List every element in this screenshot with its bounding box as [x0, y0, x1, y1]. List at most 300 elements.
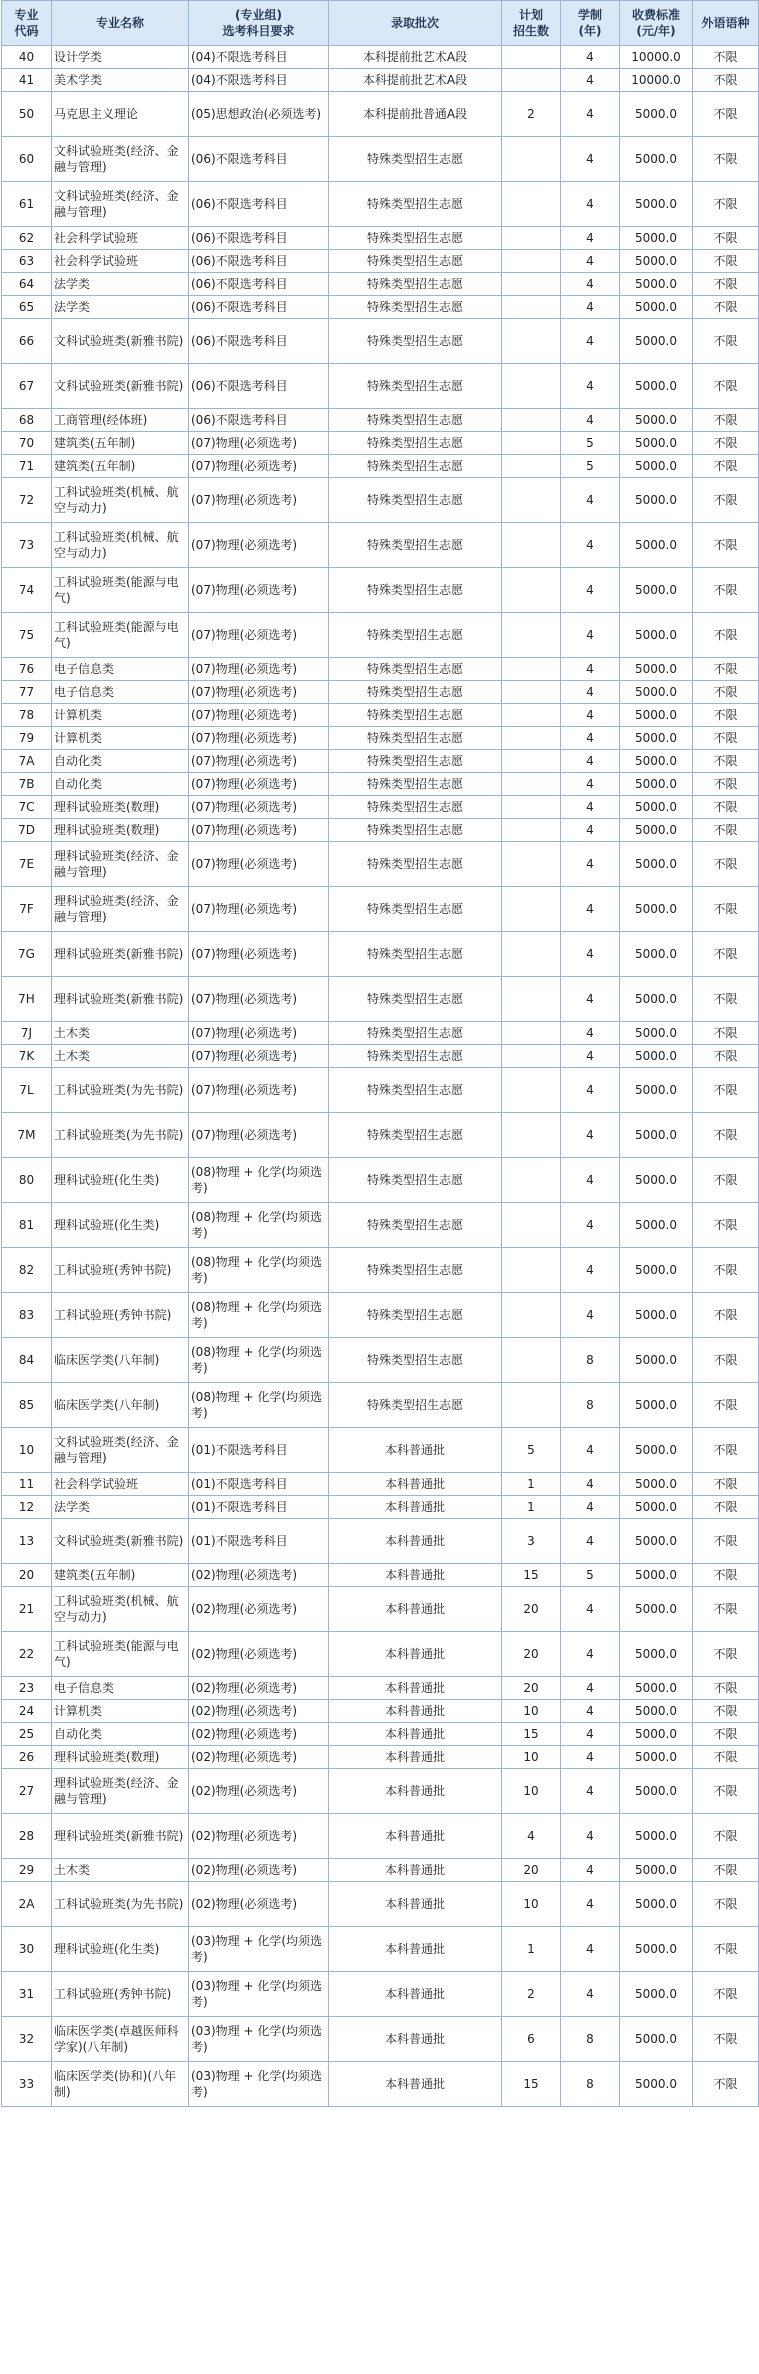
cell-requirement: (07)物理(必须选考) — [189, 796, 329, 819]
cell-fee: 5000.0 — [620, 658, 693, 681]
cell-batch: 特殊类型招生志愿 — [329, 613, 502, 658]
cell-name: 工商管理(经体班) — [52, 409, 189, 432]
cell-code: 76 — [2, 658, 52, 681]
cell-plan — [502, 704, 561, 727]
cell-name: 理科试验班类(经济、金融与管理) — [52, 842, 189, 887]
cell-requirement: (07)物理(必须选考) — [189, 455, 329, 478]
cell-batch: 特殊类型招生志愿 — [329, 137, 502, 182]
cell-plan — [502, 319, 561, 364]
cell-years: 4 — [561, 1746, 620, 1769]
cell-plan — [502, 658, 561, 681]
cell-plan: 15 — [502, 1564, 561, 1587]
cell-language: 不限 — [693, 319, 759, 364]
cell-plan: 10 — [502, 1746, 561, 1769]
cell-batch: 特殊类型招生志愿 — [329, 455, 502, 478]
cell-batch: 特殊类型招生志愿 — [329, 887, 502, 932]
cell-years: 4 — [561, 1045, 620, 1068]
cell-fee: 5000.0 — [620, 432, 693, 455]
cell-requirement: (07)物理(必须选考) — [189, 613, 329, 658]
cell-years: 4 — [561, 773, 620, 796]
cell-fee: 5000.0 — [620, 1587, 693, 1632]
cell-language: 不限 — [693, 1045, 759, 1068]
cell-fee: 5000.0 — [620, 1496, 693, 1519]
table-row — [2, 1248, 759, 1293]
cell-years: 4 — [561, 523, 620, 568]
cell-years: 4 — [561, 1882, 620, 1927]
cell-plan — [502, 1383, 561, 1428]
cell-language: 不限 — [693, 1496, 759, 1519]
cell-fee: 5000.0 — [620, 1293, 693, 1338]
cell-plan — [502, 750, 561, 773]
cell-fee: 5000.0 — [620, 92, 693, 137]
cell-plan — [502, 773, 561, 796]
cell-language: 不限 — [693, 842, 759, 887]
cell-batch: 特殊类型招生志愿 — [329, 409, 502, 432]
cell-years: 4 — [561, 409, 620, 432]
cell-code: 82 — [2, 1248, 52, 1293]
cell-code: 7B — [2, 773, 52, 796]
cell-requirement: (06)不限选考科目 — [189, 296, 329, 319]
cell-code: 7E — [2, 842, 52, 887]
cell-batch: 特殊类型招生志愿 — [329, 1022, 502, 1045]
table-row — [2, 523, 759, 568]
cell-language: 不限 — [693, 455, 759, 478]
cell-years: 4 — [561, 1927, 620, 1972]
cell-batch: 特殊类型招生志愿 — [329, 658, 502, 681]
cell-years: 4 — [561, 69, 620, 92]
cell-plan — [502, 478, 561, 523]
cell-name: 土木类 — [52, 1045, 189, 1068]
cell-requirement: (07)物理(必须选考) — [189, 1045, 329, 1068]
cell-plan: 15 — [502, 1723, 561, 1746]
cell-code: 20 — [2, 1564, 52, 1587]
header-code-text: 专业 代码 — [14, 8, 39, 38]
cell-requirement: (07)物理(必须选考) — [189, 478, 329, 523]
cell-requirement: (03)物理 + 化学(均须选考) — [189, 1927, 329, 1972]
cell-requirement: (07)物理(必须选考) — [189, 432, 329, 455]
cell-requirement: (07)物理(必须选考) — [189, 773, 329, 796]
cell-batch: 特殊类型招生志愿 — [329, 364, 502, 409]
cell-code: 50 — [2, 92, 52, 137]
cell-plan: 20 — [502, 1859, 561, 1882]
cell-requirement: (02)物理(必须选考) — [189, 1564, 329, 1587]
cell-name: 社会科学试验班 — [52, 1473, 189, 1496]
table-row — [2, 364, 759, 409]
table-row — [2, 182, 759, 227]
table-row — [2, 1769, 759, 1814]
cell-code: 7M — [2, 1113, 52, 1158]
table-row — [2, 1677, 759, 1700]
table-row — [2, 1859, 759, 1882]
header-years-text: 学制 (年) — [577, 8, 602, 38]
cell-plan — [502, 296, 561, 319]
cell-years: 4 — [561, 1428, 620, 1473]
cell-name: 计算机类 — [52, 1700, 189, 1723]
cell-plan: 10 — [502, 1882, 561, 1927]
cell-code: 74 — [2, 568, 52, 613]
cell-fee: 5000.0 — [620, 1723, 693, 1746]
cell-batch: 特殊类型招生志愿 — [329, 478, 502, 523]
cell-plan — [502, 1022, 561, 1045]
cell-language: 不限 — [693, 568, 759, 613]
cell-language: 不限 — [693, 1473, 759, 1496]
cell-plan — [502, 727, 561, 750]
cell-requirement: (06)不限选考科目 — [189, 182, 329, 227]
cell-language: 不限 — [693, 932, 759, 977]
cell-code: 7L — [2, 1068, 52, 1113]
cell-language: 不限 — [693, 1723, 759, 1746]
cell-requirement: (08)物理 + 化学(均须选考) — [189, 1338, 329, 1383]
cell-plan — [502, 250, 561, 273]
cell-batch: 特殊类型招生志愿 — [329, 796, 502, 819]
cell-years: 4 — [561, 932, 620, 977]
cell-fee: 5000.0 — [620, 2017, 693, 2062]
table-row — [2, 1814, 759, 1859]
cell-language: 不限 — [693, 1383, 759, 1428]
cell-batch: 本科提前批艺术A段 — [329, 46, 502, 69]
cell-name: 自动化类 — [52, 1723, 189, 1746]
cell-requirement: (07)物理(必须选考) — [189, 704, 329, 727]
cell-name: 工科试验班类(为先书院) — [52, 1068, 189, 1113]
cell-name: 文科试验班类(经济、金融与管理) — [52, 137, 189, 182]
cell-plan: 5 — [502, 1428, 561, 1473]
cell-name: 文科试验班类(经济、金融与管理) — [52, 1428, 189, 1473]
cell-plan — [502, 1068, 561, 1113]
header-language-text: 外语语种 — [701, 16, 750, 30]
cell-years: 4 — [561, 704, 620, 727]
cell-requirement: (02)物理(必须选考) — [189, 1814, 329, 1859]
cell-fee: 5000.0 — [620, 455, 693, 478]
table-row — [2, 319, 759, 364]
cell-fee: 5000.0 — [620, 568, 693, 613]
cell-fee: 5000.0 — [620, 727, 693, 750]
cell-batch: 特殊类型招生志愿 — [329, 1158, 502, 1203]
cell-years: 4 — [561, 1723, 620, 1746]
cell-requirement: (05)思想政治(必须选考) — [189, 92, 329, 137]
cell-name: 工科试验班类(能源与电气) — [52, 568, 189, 613]
cell-requirement: (03)物理 + 化学(均须选考) — [189, 1972, 329, 2017]
cell-plan: 20 — [502, 1587, 561, 1632]
cell-language: 不限 — [693, 1814, 759, 1859]
cell-batch: 特殊类型招生志愿 — [329, 523, 502, 568]
table-row — [2, 1587, 759, 1632]
cell-code: 33 — [2, 2062, 52, 2107]
cell-code: 63 — [2, 250, 52, 273]
cell-requirement: (06)不限选考科目 — [189, 227, 329, 250]
cell-batch: 本科普通批 — [329, 1564, 502, 1587]
cell-code: 22 — [2, 1632, 52, 1677]
cell-years: 4 — [561, 296, 620, 319]
cell-fee: 5000.0 — [620, 1203, 693, 1248]
cell-requirement: (07)物理(必须选考) — [189, 977, 329, 1022]
cell-name: 工科试验班类(为先书院) — [52, 1113, 189, 1158]
cell-code: 7F — [2, 887, 52, 932]
cell-fee: 5000.0 — [620, 750, 693, 773]
cell-name: 理科试验班类(数理) — [52, 819, 189, 842]
cell-requirement: (02)物理(必须选考) — [189, 1677, 329, 1700]
cell-fee: 5000.0 — [620, 1700, 693, 1723]
table-body — [2, 46, 759, 2107]
cell-requirement: (07)物理(必须选考) — [189, 842, 329, 887]
header-years — [561, 1, 620, 46]
cell-batch: 特殊类型招生志愿 — [329, 704, 502, 727]
cell-name: 电子信息类 — [52, 658, 189, 681]
cell-fee: 5000.0 — [620, 1248, 693, 1293]
cell-language: 不限 — [693, 658, 759, 681]
cell-batch: 本科普通批 — [329, 1496, 502, 1519]
table-row — [2, 1882, 759, 1927]
header-language — [693, 1, 759, 46]
header-fee — [620, 1, 693, 46]
cell-years: 4 — [561, 1022, 620, 1045]
cell-requirement: (06)不限选考科目 — [189, 273, 329, 296]
cell-language: 不限 — [693, 1927, 759, 1972]
cell-requirement: (01)不限选考科目 — [189, 1519, 329, 1564]
cell-plan — [502, 977, 561, 1022]
cell-years: 4 — [561, 46, 620, 69]
cell-batch: 本科提前批艺术A段 — [329, 69, 502, 92]
table-row — [2, 796, 759, 819]
cell-name: 工科试验班类(机械、航空与动力) — [52, 1587, 189, 1632]
cell-plan — [502, 1045, 561, 1068]
cell-batch: 本科普通批 — [329, 1859, 502, 1882]
cell-years: 4 — [561, 977, 620, 1022]
cell-years: 4 — [561, 137, 620, 182]
cell-name: 土木类 — [52, 1022, 189, 1045]
cell-plan: 1 — [502, 1496, 561, 1519]
cell-language: 不限 — [693, 1022, 759, 1045]
cell-batch: 本科普通批 — [329, 1473, 502, 1496]
cell-batch: 本科普通批 — [329, 1882, 502, 1927]
table-row — [2, 1496, 759, 1519]
cell-requirement: (08)物理 + 化学(均须选考) — [189, 1158, 329, 1203]
table-row — [2, 773, 759, 796]
table-row — [2, 1519, 759, 1564]
cell-name: 文科试验班类(经济、金融与管理) — [52, 182, 189, 227]
cell-batch: 特殊类型招生志愿 — [329, 319, 502, 364]
cell-requirement: (04)不限选考科目 — [189, 69, 329, 92]
cell-code: 80 — [2, 1158, 52, 1203]
cell-name: 理科试验班类(新雅书院) — [52, 932, 189, 977]
cell-language: 不限 — [693, 887, 759, 932]
cell-code: 12 — [2, 1496, 52, 1519]
cell-years: 4 — [561, 1814, 620, 1859]
cell-language: 不限 — [693, 364, 759, 409]
table-row — [2, 1428, 759, 1473]
table-row — [2, 1113, 759, 1158]
cell-language: 不限 — [693, 2017, 759, 2062]
cell-requirement: (01)不限选考科目 — [189, 1496, 329, 1519]
cell-plan: 15 — [502, 2062, 561, 2107]
cell-language: 不限 — [693, 182, 759, 227]
cell-code: 77 — [2, 681, 52, 704]
cell-batch: 本科普通批 — [329, 1746, 502, 1769]
cell-name: 自动化类 — [52, 773, 189, 796]
cell-name: 建筑类(五年制) — [52, 455, 189, 478]
cell-fee: 5000.0 — [620, 1972, 693, 2017]
cell-years: 4 — [561, 1859, 620, 1882]
cell-batch: 特殊类型招生志愿 — [329, 182, 502, 227]
cell-name: 美术学类 — [52, 69, 189, 92]
cell-batch: 本科普通批 — [329, 1972, 502, 2017]
cell-requirement: (06)不限选考科目 — [189, 364, 329, 409]
cell-language: 不限 — [693, 250, 759, 273]
table-row — [2, 1068, 759, 1113]
cell-years: 4 — [561, 727, 620, 750]
cell-fee: 5000.0 — [620, 796, 693, 819]
cell-fee: 5000.0 — [620, 182, 693, 227]
cell-name: 临床医学类(八年制) — [52, 1383, 189, 1428]
cell-code: 41 — [2, 69, 52, 92]
table-row — [2, 1700, 759, 1723]
cell-name: 马克思主义理论 — [52, 92, 189, 137]
table-row — [2, 250, 759, 273]
cell-plan — [502, 613, 561, 658]
cell-requirement: (07)物理(必须选考) — [189, 1068, 329, 1113]
cell-language: 不限 — [693, 1158, 759, 1203]
cell-requirement: (08)物理 + 化学(均须选考) — [189, 1383, 329, 1428]
table-row — [2, 977, 759, 1022]
cell-batch: 特殊类型招生志愿 — [329, 1045, 502, 1068]
cell-requirement: (06)不限选考科目 — [189, 409, 329, 432]
cell-code: 7A — [2, 750, 52, 773]
cell-code: 65 — [2, 296, 52, 319]
cell-language: 不限 — [693, 1859, 759, 1882]
cell-name: 工科试验班类(机械、航空与动力) — [52, 523, 189, 568]
cell-plan — [502, 364, 561, 409]
cell-years: 4 — [561, 273, 620, 296]
cell-code: 68 — [2, 409, 52, 432]
cell-code: 78 — [2, 704, 52, 727]
cell-fee: 5000.0 — [620, 773, 693, 796]
cell-name: 电子信息类 — [52, 681, 189, 704]
cell-plan: 4 — [502, 1814, 561, 1859]
header-name-text: 专业名称 — [95, 16, 144, 30]
table-row — [2, 478, 759, 523]
cell-years: 4 — [561, 1677, 620, 1700]
cell-plan — [502, 568, 561, 613]
cell-plan — [502, 842, 561, 887]
header-row — [2, 1, 759, 46]
cell-code: 61 — [2, 182, 52, 227]
table-row — [2, 296, 759, 319]
cell-plan — [502, 796, 561, 819]
cell-language: 不限 — [693, 69, 759, 92]
cell-plan: 1 — [502, 1473, 561, 1496]
cell-language: 不限 — [693, 681, 759, 704]
cell-code: 40 — [2, 46, 52, 69]
cell-name: 社会科学试验班 — [52, 250, 189, 273]
cell-code: 73 — [2, 523, 52, 568]
cell-code: 13 — [2, 1519, 52, 1564]
cell-requirement: (07)物理(必须选考) — [189, 681, 329, 704]
cell-batch: 特殊类型招生志愿 — [329, 750, 502, 773]
cell-fee: 5000.0 — [620, 1927, 693, 1972]
table-row — [2, 409, 759, 432]
cell-batch: 本科普通批 — [329, 1632, 502, 1677]
cell-fee: 5000.0 — [620, 1045, 693, 1068]
cell-language: 不限 — [693, 1700, 759, 1723]
cell-years: 4 — [561, 1972, 620, 2017]
cell-batch: 本科普通批 — [329, 1677, 502, 1700]
cell-name: 文科试验班类(新雅书院) — [52, 319, 189, 364]
cell-plan: 10 — [502, 1769, 561, 1814]
cell-language: 不限 — [693, 1248, 759, 1293]
cell-years: 4 — [561, 319, 620, 364]
cell-name: 法学类 — [52, 296, 189, 319]
cell-language: 不限 — [693, 773, 759, 796]
cell-years: 4 — [561, 568, 620, 613]
cell-code: 25 — [2, 1723, 52, 1746]
cell-plan — [502, 681, 561, 704]
cell-batch: 特殊类型招生志愿 — [329, 977, 502, 1022]
cell-years: 8 — [561, 1383, 620, 1428]
cell-plan: 2 — [502, 1972, 561, 2017]
table-row — [2, 1383, 759, 1428]
cell-language: 不限 — [693, 819, 759, 842]
cell-years: 4 — [561, 478, 620, 523]
cell-plan — [502, 1203, 561, 1248]
table-row — [2, 750, 759, 773]
cell-name: 临床医学类(协和)(八年制) — [52, 2062, 189, 2107]
cell-batch: 本科普通批 — [329, 1723, 502, 1746]
cell-requirement: (07)物理(必须选考) — [189, 658, 329, 681]
cell-name: 理科试验班(化生类) — [52, 1927, 189, 1972]
cell-batch: 本科普通批 — [329, 2017, 502, 2062]
cell-plan — [502, 1113, 561, 1158]
cell-language: 不限 — [693, 1632, 759, 1677]
cell-years: 4 — [561, 1113, 620, 1158]
cell-batch: 特殊类型招生志愿 — [329, 1338, 502, 1383]
cell-language: 不限 — [693, 977, 759, 1022]
cell-batch: 特殊类型招生志愿 — [329, 296, 502, 319]
cell-code: 71 — [2, 455, 52, 478]
cell-requirement: (08)物理 + 化学(均须选考) — [189, 1248, 329, 1293]
cell-requirement: (02)物理(必须选考) — [189, 1882, 329, 1927]
cell-name: 工科试验班(秀钟书院) — [52, 1248, 189, 1293]
cell-requirement: (02)物理(必须选考) — [189, 1587, 329, 1632]
cell-batch: 特殊类型招生志愿 — [329, 727, 502, 750]
cell-name: 理科试验班类(经济、金融与管理) — [52, 1769, 189, 1814]
cell-batch: 特殊类型招生志愿 — [329, 227, 502, 250]
cell-requirement: (02)物理(必须选考) — [189, 1859, 329, 1882]
cell-fee: 5000.0 — [620, 613, 693, 658]
cell-years: 4 — [561, 1068, 620, 1113]
cell-name: 理科试验班类(经济、金融与管理) — [52, 887, 189, 932]
cell-batch: 特殊类型招生志愿 — [329, 1203, 502, 1248]
cell-code: 10 — [2, 1428, 52, 1473]
cell-code: 24 — [2, 1700, 52, 1723]
cell-requirement: (07)物理(必须选考) — [189, 1113, 329, 1158]
cell-code: 62 — [2, 227, 52, 250]
cell-code: 29 — [2, 1859, 52, 1882]
cell-years: 4 — [561, 1769, 620, 1814]
cell-name: 工科试验班类(机械、航空与动力) — [52, 478, 189, 523]
table-row — [2, 842, 759, 887]
cell-fee: 5000.0 — [620, 681, 693, 704]
cell-fee: 5000.0 — [620, 1473, 693, 1496]
cell-code: 30 — [2, 1927, 52, 1972]
cell-requirement: (07)物理(必须选考) — [189, 727, 329, 750]
cell-years: 4 — [561, 681, 620, 704]
table-row — [2, 887, 759, 932]
cell-code: 7H — [2, 977, 52, 1022]
cell-language: 不限 — [693, 1769, 759, 1814]
cell-batch: 本科普通批 — [329, 1519, 502, 1564]
cell-plan: 20 — [502, 1632, 561, 1677]
cell-language: 不限 — [693, 704, 759, 727]
cell-plan — [502, 432, 561, 455]
